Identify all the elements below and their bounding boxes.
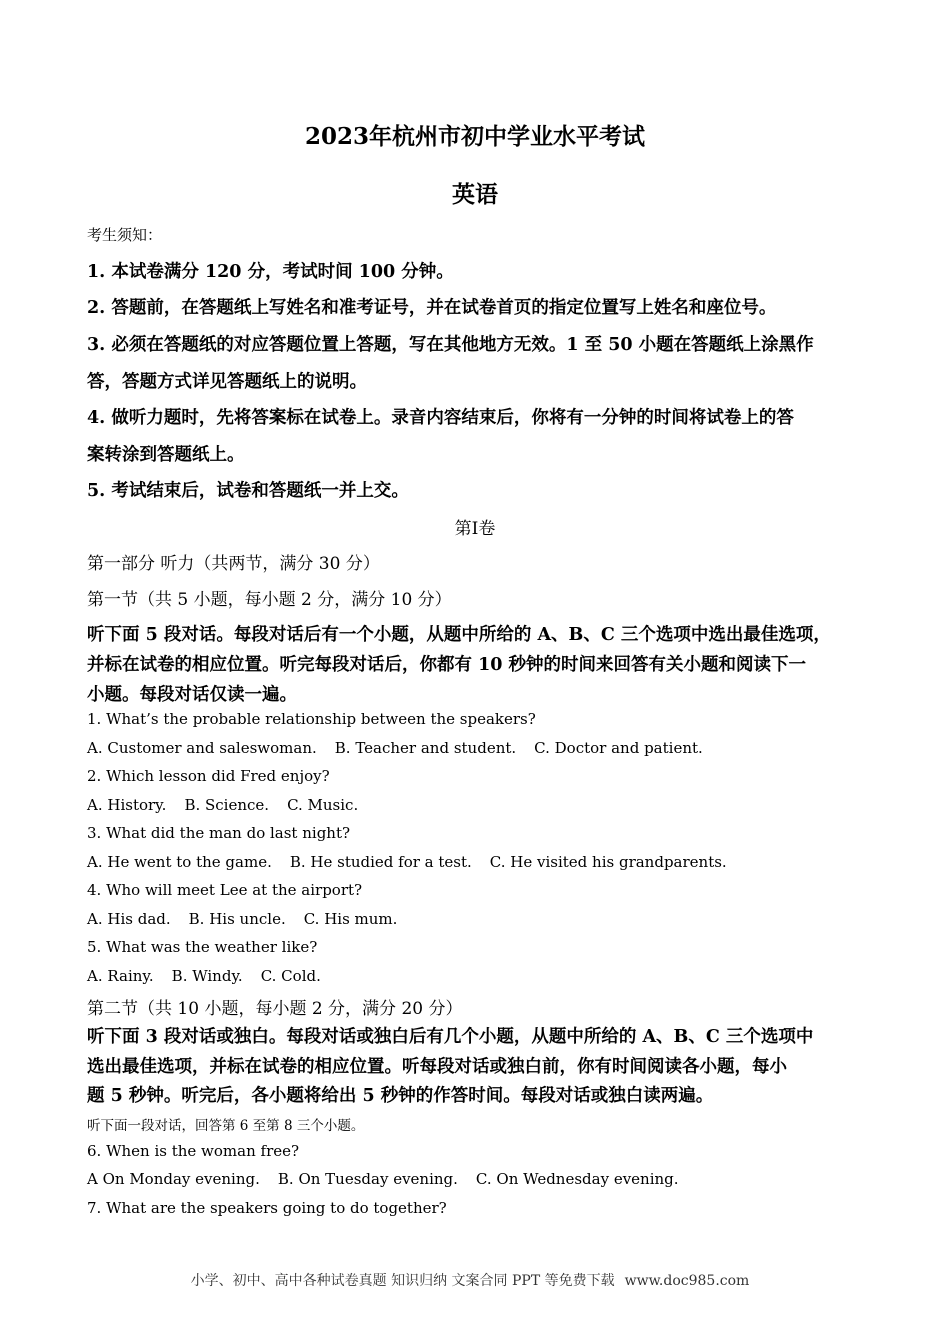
part1-heading: 第一部分 听力（共两节，满分 30 分）: [87, 554, 380, 574]
question-2-options: [87, 796, 376, 814]
question-6: 6. When is the woman free?: [87, 1142, 300, 1160]
sub-instruction: 听下面一段对话，回答第 6 至第 8 三个小题。: [87, 1118, 365, 1134]
option-a[interactable]: A. Customer and saleswoman.: [87, 739, 317, 757]
question-3-options: [87, 853, 745, 871]
notice-item: 案转涂到答题纸上。: [87, 445, 245, 465]
notice-item: 4. 做听力题时，先将答案标在试卷上。录音内容结束后，你将有一分钟的时间将试卷上的答: [87, 408, 794, 428]
option-c[interactable]: C. His mum.: [303, 910, 398, 928]
notice-item: 2. 答题前，在答题纸上写姓名和准考证号，并在试卷首页的指定位置写上姓名和座位号。: [87, 298, 777, 318]
question-6-options: [87, 1170, 697, 1188]
page-footer: [0, 1270, 950, 1290]
option-c[interactable]: C. On Wednesday evening.: [475, 1170, 679, 1188]
option-a[interactable]: A On Monday evening.: [87, 1170, 260, 1188]
notice-item: 3. 必须在答题纸的对应答题位置上答题，写在其他地方无效。1 至 50 小题在答题纸上涂黑作: [87, 335, 814, 355]
option-c[interactable]: C. He visited his grandparents.: [489, 853, 727, 871]
question-7: 7. What are the speakers going to do together?: [87, 1199, 447, 1217]
question-4: 4. Who will meet Lee at the airport?: [87, 881, 363, 899]
option-c[interactable]: C. Cold.: [260, 967, 321, 985]
option-a[interactable]: A. Rainy.: [87, 967, 154, 985]
option-a[interactable]: A. His dad.: [87, 910, 171, 928]
option-b[interactable]: B. On Tuesday evening.: [277, 1170, 458, 1188]
question-3: 3. What did the man do last night?: [87, 824, 351, 842]
option-b[interactable]: B. Science.: [184, 796, 270, 814]
subject-title: 英语: [452, 181, 498, 208]
section1-instruction: 小题。每段对话仅读一遍。: [87, 685, 297, 705]
notice-item: 5. 考试结束后，试卷和答题纸一并上交。: [87, 481, 409, 501]
question-4-options: [87, 910, 415, 928]
footer-url[interactable]: www.doc985.com: [624, 1273, 750, 1289]
notice-item: 1. 本试卷满分 120 分，考试时间 100 分钟。: [87, 262, 454, 282]
notice-heading: 考生须知：: [87, 226, 163, 244]
option-b[interactable]: B. Windy.: [171, 967, 243, 985]
option-b[interactable]: B. His uncle.: [188, 910, 286, 928]
option-b[interactable]: B. He studied for a test.: [289, 853, 472, 871]
option-a[interactable]: A. History.: [87, 796, 167, 814]
question-1: 1. What’s the probable relationship between the speakers?: [87, 710, 536, 728]
option-b[interactable]: B. Teacher and student.: [334, 739, 517, 757]
section2-instruction: 选出最佳选项，并标在试卷的相应位置。听每段对话或独白前，你有时间阅读各小题，每小: [87, 1057, 787, 1077]
question-5: 5. What was the weather like?: [87, 938, 318, 956]
section2-instruction: 听下面 3 段对话或独白。每段对话或独白后有几个小题，从题中所给的 A、B、C 三个选项中: [87, 1027, 814, 1047]
volume-label: 第Ⅰ卷: [454, 519, 496, 539]
notice-item: 答，答题方式详见答题纸上的说明。: [87, 372, 367, 392]
section1-instruction: 并标在试卷的相应位置。听完每段对话后，你都有 10 秒钟的时间来回答有关小题和阅读下一: [87, 655, 807, 675]
question-2: 2. Which lesson did Fred enjoy?: [87, 767, 330, 785]
section2-heading: 第二节（共 10 小题，每小题 2 分，满分 20 分）: [87, 999, 463, 1019]
option-c[interactable]: C. Music.: [287, 796, 359, 814]
question-1-options: [87, 739, 721, 757]
section1-instruction: 听下面 5 段对话。每段对话后有一个小题，从题中所给的 A、B、C 三个选项中选出最佳选项，: [87, 625, 831, 645]
exam-title: 2023年杭州市初中学业水平考试: [304, 123, 645, 150]
question-5-options: [87, 967, 339, 985]
section1-heading: 第一节（共 5 小题，每小题 2 分，满分 10 分）: [87, 590, 452, 610]
footer-text: 小学、初中、高中各种试卷真题 知识归纳 文案合同 PPT 等免费下载: [190, 1273, 615, 1289]
option-a[interactable]: A. He went to the game.: [87, 853, 272, 871]
option-c[interactable]: C. Doctor and patient.: [534, 739, 703, 757]
section2-instruction: 题 5 秒钟。听完后，各小题将给出 5 秒钟的作答时间。每段对话或独白读两遍。: [87, 1086, 714, 1106]
